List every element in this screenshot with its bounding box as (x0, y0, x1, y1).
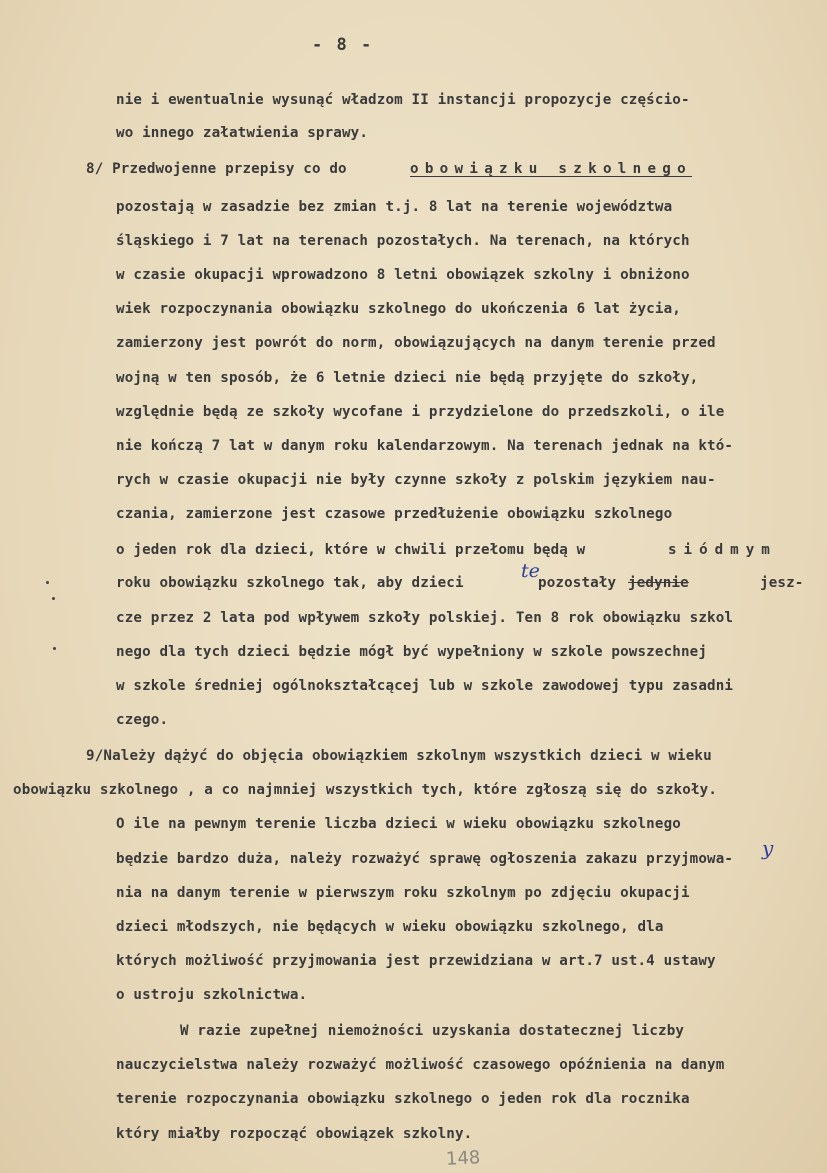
text-line-8: zamierzony jest powrót do norm, obowiązujących na danym terenie przed (116, 335, 716, 351)
margin-dot (53, 647, 56, 650)
text-line-14: o jeden rok dla dzieci, które w chwili przełomu będą w (116, 542, 586, 558)
text-line-28: W razie zupełnej niemożności uzyskania dostatecznej liczby (180, 1023, 685, 1039)
text-line-15c: jesz- (760, 575, 804, 591)
text-line-19: czego. (116, 712, 169, 728)
text-line-24: nia na danym terenie w pierwszym roku szkolnym po zdjęciu okupacji (116, 885, 690, 901)
text-line-21: obowiązku szkolnego , a co najmniej wszystkich tych, które zgłoszą się do szkoły. (13, 782, 718, 798)
text-line-17: nego dla tych dzieci będzie mógł być wypełniony w szkole powszechnej (116, 644, 708, 660)
text-line-30: terenie rozpoczynania obowiązku szkolnego o jeden rok dla rocznika (116, 1091, 690, 1107)
page-number: - 8 - (312, 35, 374, 55)
text-line-1: nie i ewentualnie wysunąć władzom II instancji propozycje częścio- (116, 92, 690, 108)
underlined-term: obowiązku szkolnego (410, 161, 692, 177)
text-line-29: nauczycielstwa należy rozważyć możliwość czasowego opóźnienia na danym (116, 1057, 725, 1073)
text-line-25: dzieci młodszych, nie będących w wieku obowiązku szkolnego, dla (116, 919, 664, 935)
text-line-15b: pozostały (538, 575, 617, 591)
handwritten-insert: te (521, 560, 540, 582)
text-line-18: w szkole średniej ogólnokształcącej lub w szkole zawodowej typu zasadni (116, 678, 734, 694)
text-line-2: wo innego załatwienia sprawy. (116, 125, 369, 141)
text-line-27: o ustroju szkolnictwa. (116, 987, 308, 1003)
text-line-9: wojną w ten sposób, że 6 letnie dzieci nie będą przyjęte do szkoły, (116, 370, 699, 386)
point-8-heading: 8/ Przedwojenne przepisy co do (86, 161, 347, 177)
text-line-12: rych w czasie okupacji nie były czynne szkoły z polskim językiem nau- (116, 472, 716, 488)
text-line-26: których możliwość przyjmowania jest przewidziana w art.7 ust.4 ustawy (116, 953, 716, 969)
text-line-31: który miałby rozpocząć obowiązek szkolny. (116, 1126, 473, 1142)
pencil-page-number: 148 (445, 1147, 481, 1170)
text-line-13: czania, zamierzone jest czasowe przedłużenie obowiązku szkolnego (116, 506, 673, 522)
margin-dot (52, 597, 55, 600)
margin-dot (46, 581, 49, 584)
point-9-heading: 9/Należy dążyć do objęcia obowiązkiem szkolnym wszystkich dzieci w wieku (86, 748, 712, 764)
text-line-15: roku obowiązku szkolnego tak, aby dzieci (116, 575, 464, 591)
text-line-10: względnie będą ze szkoły wycofane i przydzielone do przedszkoli, o ile (116, 404, 725, 420)
text-line-11: nie kończą 7 lat w danym roku kalendarzowym. Na terenach jednak na któ- (116, 438, 734, 454)
spaced-word: siódmym (668, 542, 777, 558)
text-line-23: będzie bardzo duża, należy rozważyć sprawę ogłoszenia zakazu przyjmowa- (116, 851, 734, 867)
text-line-22: O ile na pewnym terenie liczba dzieci w wieku obowiązku szkolnego (116, 816, 681, 832)
text-line-5: śląskiego i 7 lat na terenach pozostałych. Na terenach, na których (116, 233, 690, 249)
text-line-7: wiek rozpoczynania obowiązku szkolnego do ukończenia 6 lat życia, (116, 301, 681, 317)
text-line-16: cze przez 2 lata pod wpływem szkoły polskiej. Ten 8 rok obowiązku szkol (116, 610, 734, 626)
handwritten-mark: y (762, 836, 774, 860)
text-line-6: w czasie okupacji wprowadzono 8 letni obowiązek szkolny i obniżono (116, 267, 690, 283)
text-line-4: pozostają w zasadzie bez zmian t.j. 8 lat na terenie województwa (116, 199, 673, 215)
struck-word: jedynie (628, 575, 689, 591)
